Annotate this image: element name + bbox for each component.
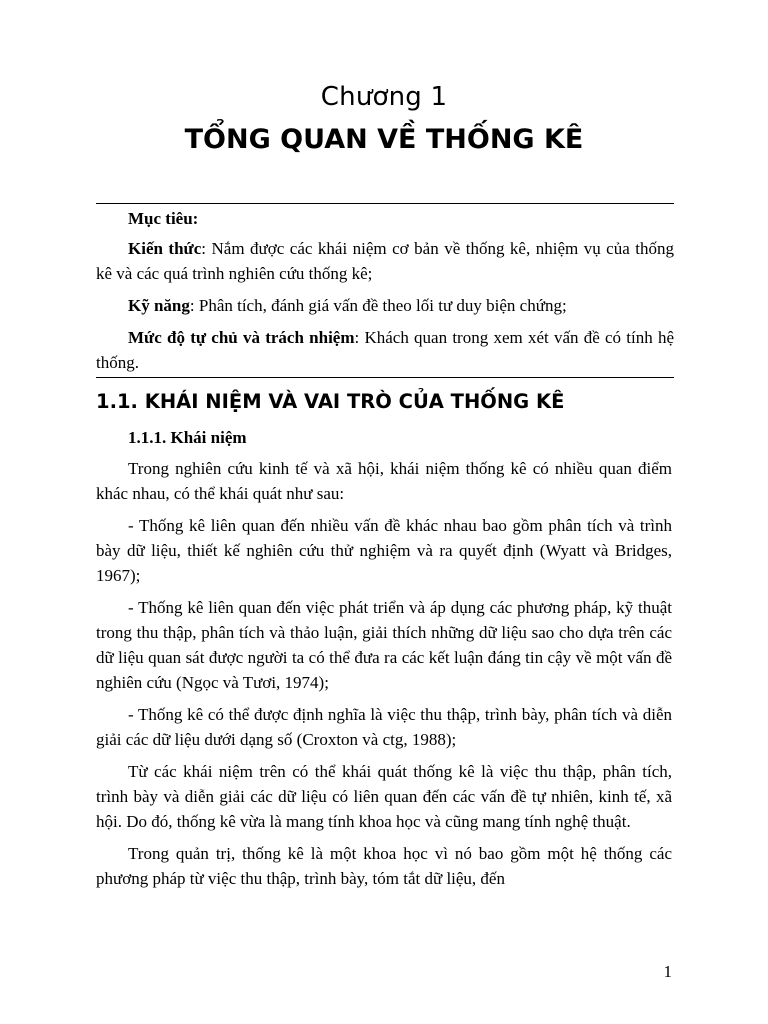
objectives-heading: Mục tiêu:	[128, 209, 199, 228]
paragraph: Trong quản trị, thống kê là một khoa học vì nó bao gồm một hệ thống các phương pháp từ việc thu thập, trình bày, tóm tắt dữ liệu, đến	[96, 844, 672, 888]
skills-label: Kỹ năng	[128, 296, 190, 315]
objective-knowledge	[96, 236, 674, 286]
paragraph: - Thống kê liên quan đến việc phát triển và áp dụng các phương pháp, kỹ thuật trong thu thập, phân tích và thảo luận, giải thích những dữ liệu sao cho dựa trên các dữ liệu quan sát được người ta có thể đưa ra các kết luận đáng tin cậy về một vấn đề nghiên cứu (Ngọc và Tươi, 1974);	[96, 598, 672, 692]
skills-text: : Phân tích, đánh giá vấn đề theo lối tư duy biện chứng;	[189, 296, 567, 315]
body-text	[96, 425, 672, 898]
paragraph: - Thống kê có thể được định nghĩa là việc thu thập, trình bày, phân tích và diễn giải các dữ liệu dưới dạng số (Croxton và ctg, 1988);	[96, 705, 672, 749]
paragraph: Trong nghiên cứu kinh tế và xã hội, khái niệm thống kê có nhiều quan điểm khác nhau, có thể khái quát như sau:	[96, 459, 672, 503]
chapter-title: TỔNG QUAN VỀ THỐNG KÊ	[184, 124, 584, 155]
chapter-label: Chương 1	[320, 82, 448, 112]
objectives-top-rule	[96, 203, 674, 204]
autonomy-text: : Khách quan trong xem xét vấn đề có tính hệ thống.	[96, 328, 674, 372]
objective-skills	[96, 293, 674, 318]
page-number: 1	[663, 962, 672, 981]
objective-autonomy	[96, 325, 674, 375]
knowledge-text: : Nắm được các khái niệm cơ bản về thống kê, nhiệm vụ của thống kê và các quá trình nghiên cứu thống kê;	[96, 239, 674, 283]
section-heading: 1.1. KHÁI NIỆM VÀ VAI TRÒ CỦA THỐNG KÊ	[96, 390, 565, 413]
objectives-bottom-rule	[96, 377, 674, 378]
paragraph: Từ các khái niệm trên có thể khái quát thống kê là việc thu thập, phân tích, trình bày và diễn giải các dữ liệu có liên quan đến các vấn đề tự nhiên, kinh tế, xã hội. Do đó, thống kê vừa là mang tính khoa học và cũng mang tính nghệ thuật.	[96, 762, 672, 831]
autonomy-label: Mức độ tự chủ và trách nhiệm	[128, 328, 355, 347]
paragraph: - Thống kê liên quan đến nhiều vấn đề khác nhau bao gồm phân tích và trình bày dữ liệu, thiết kế nghiên cứu thử nghiệm và ra quyết định (Wyatt và Bridges, 1967);	[96, 516, 672, 585]
subsection-heading: 1.1.1. Khái niệm	[128, 428, 247, 447]
objectives-box	[96, 205, 674, 382]
knowledge-label: Kiến thức	[128, 239, 202, 258]
